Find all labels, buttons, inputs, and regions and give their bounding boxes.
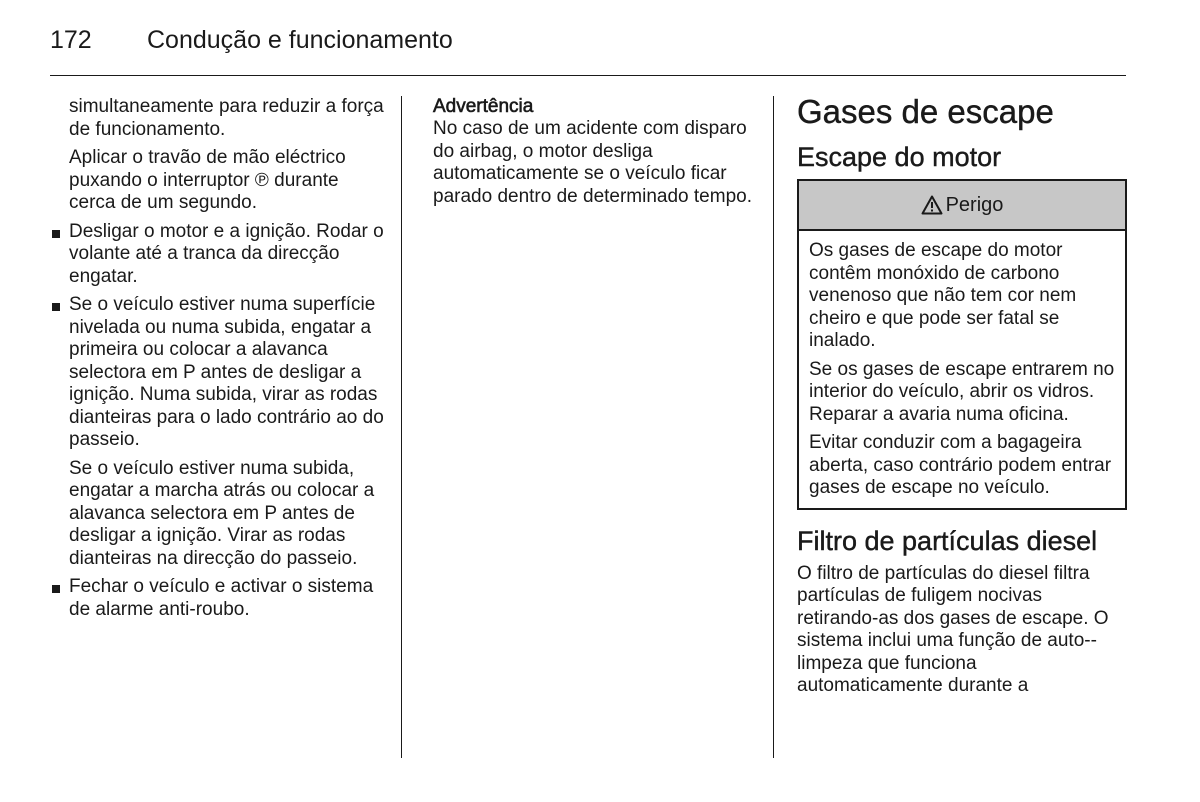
danger-paragraph: Os gases de escape do motor contêm monóxido de carbono venenoso que não tem cor nem cheiro e que pode ser fatal se inalado. — [809, 240, 1077, 351]
column-divider-2 — [773, 96, 774, 758]
heading: Gases de escape — [797, 93, 1054, 130]
list-item — [50, 576, 385, 621]
middle-column — [433, 96, 763, 208]
subheading: Filtro de partículas diesel — [797, 525, 1098, 556]
warning-triangle-icon — [921, 195, 943, 215]
subheading: Escape do motor — [797, 142, 1002, 172]
bullet-square-icon — [52, 303, 60, 311]
danger-paragraph: Evitar conduzir com a bagageira aberta, caso contrário podem entrar gases de escape no veículo. — [809, 432, 1112, 498]
right-column — [797, 92, 1127, 698]
list-item — [50, 294, 385, 452]
danger-box — [797, 179, 1127, 510]
list-item-text: Se o veículo estiver numa superfície nivelada ou numa subida, engatar a primeira ou colocar a alavanca selectora em P antes de desligar a ignição. Numa subida, virar as rodas dianteiras para o lado contrário ao do passeio. — [69, 294, 384, 450]
section-title: Condução e funcionamento — [147, 26, 453, 54]
paragraph: O filtro de partículas do diesel filtra partículas de fuligem nocivas retirando-as dos gases de escape. O sistema inclui uma função de auto--limpeza que funciona automaticamente durante a — [797, 562, 1109, 696]
left-column — [50, 96, 385, 627]
danger-header — [799, 181, 1125, 231]
warning-title: Advertência — [433, 96, 534, 117]
page-number: 172 — [50, 26, 92, 54]
header-rule — [50, 75, 1126, 76]
paragraph: Aplicar o travão de mão eléctrico puxando o interruptor ℗ durante cerca de um segundo. — [69, 147, 346, 213]
warning-text: No caso de um acidente com disparo do airbag, o motor desliga automaticamente se o veículo ficar parado dentro de determinado tempo. — [433, 118, 752, 207]
column-divider-1 — [401, 96, 402, 758]
danger-paragraph: Se os gases de escape entrarem no interior do veículo, abrir os vidros. Reparar a avaria numa oficina. — [809, 358, 1115, 425]
paragraph: simultaneamente para reduzir a força de funcionamento. — [69, 96, 384, 140]
bullet-square-icon — [52, 230, 60, 238]
bullet-square-icon — [52, 585, 60, 593]
list-item-text: Desligar o motor e a ignição. Rodar o volante até a tranca da direcção engatar. — [69, 220, 384, 287]
paragraph: Se o veículo estiver numa subida, engatar a marcha atrás ou colocar a alavanca selectora em P antes de desligar a ignição. Virar as rodas dianteiras na direcção do passeio. — [69, 457, 375, 569]
danger-body — [799, 231, 1125, 508]
page-header — [50, 24, 1126, 56]
danger-label: Perigo — [945, 193, 1004, 216]
list-item-text: Fechar o veículo e activar o sistema de alarme anti-roubo. — [69, 576, 374, 620]
list-item — [50, 221, 385, 289]
